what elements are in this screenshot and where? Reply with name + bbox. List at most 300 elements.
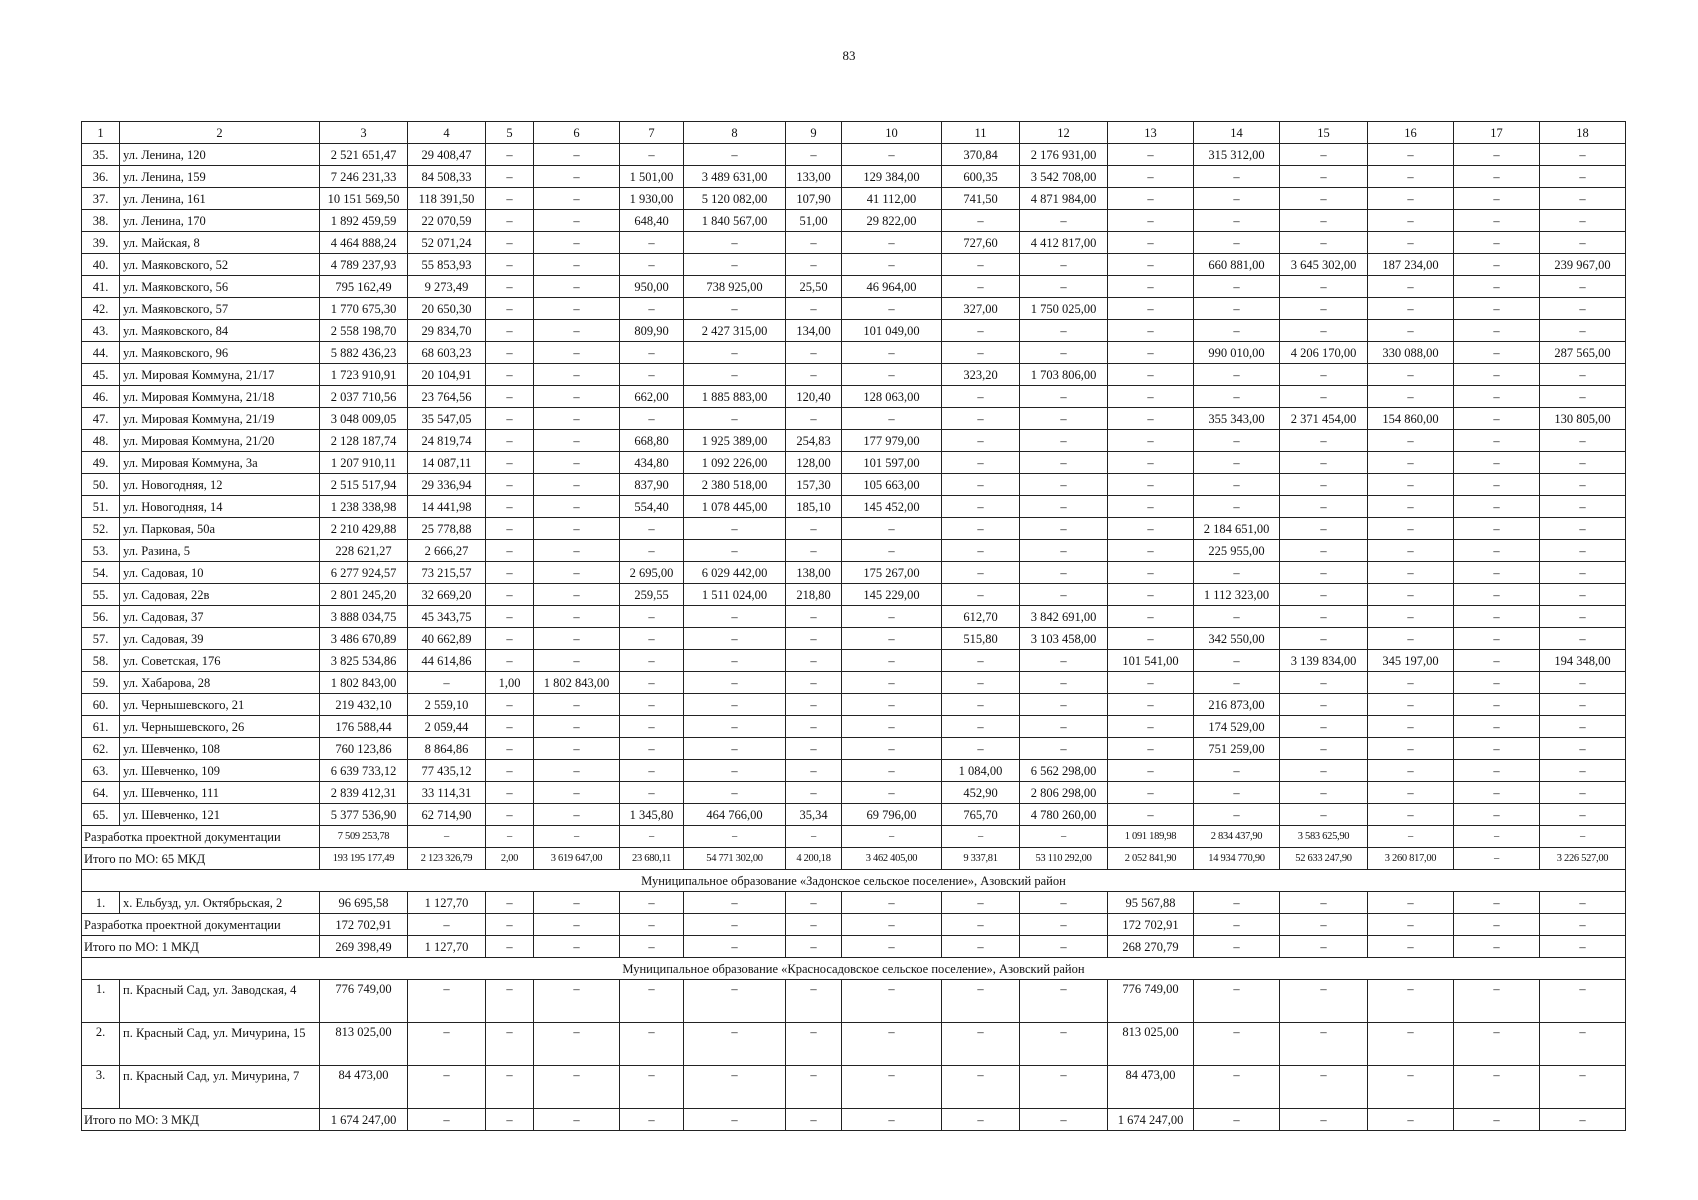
value-cell: – xyxy=(786,1023,842,1066)
value-cell: – xyxy=(1540,144,1626,166)
value-cell: 35 547,05 xyxy=(408,408,486,430)
value-cell: – xyxy=(1540,188,1626,210)
value-cell: – xyxy=(620,716,684,738)
table-row xyxy=(82,188,1626,210)
value-cell: – xyxy=(1454,782,1540,804)
address-cell: ул. Парковая, 50а xyxy=(120,518,320,540)
value-cell: 1 092 226,00 xyxy=(684,452,786,474)
value-cell: 41 112,00 xyxy=(842,188,942,210)
value-cell: – xyxy=(684,1023,786,1066)
row-number-cell: 54. xyxy=(82,562,120,584)
value-cell: 95 567,88 xyxy=(1108,892,1194,914)
value-cell: – xyxy=(1108,716,1194,738)
value-cell: – xyxy=(1020,408,1108,430)
value-cell: – xyxy=(1368,474,1454,496)
row-number-cell: 1. xyxy=(82,980,120,1023)
row-number-cell: 49. xyxy=(82,452,120,474)
value-cell: 268 270,79 xyxy=(1108,936,1194,958)
value-cell: – xyxy=(1540,804,1626,826)
value-cell: – xyxy=(842,254,942,276)
value-cell: 14 934 770,90 xyxy=(1194,848,1280,870)
row-number-cell: 50. xyxy=(82,474,120,496)
value-cell: – xyxy=(534,210,620,232)
value-cell: – xyxy=(534,430,620,452)
value-cell: – xyxy=(842,144,942,166)
value-cell: – xyxy=(942,276,1020,298)
value-cell: – xyxy=(684,826,786,848)
value-cell: – xyxy=(1280,694,1368,716)
value-cell: – xyxy=(534,694,620,716)
address-cell: ул. Чернышевского, 21 xyxy=(120,694,320,716)
value-cell: 3 486 670,89 xyxy=(320,628,408,650)
value-cell: – xyxy=(1368,1066,1454,1109)
value-cell: 101 541,00 xyxy=(1108,650,1194,672)
value-cell: – xyxy=(486,188,534,210)
value-cell: – xyxy=(1454,430,1540,452)
value-cell: 3 645 302,00 xyxy=(1280,254,1368,276)
value-cell: – xyxy=(620,650,684,672)
value-cell: 776 749,00 xyxy=(320,980,408,1023)
value-cell: 35,34 xyxy=(786,804,842,826)
value-cell: – xyxy=(1280,298,1368,320)
value-cell: – xyxy=(1280,1109,1368,1131)
value-cell: 120,40 xyxy=(786,386,842,408)
value-cell: – xyxy=(534,628,620,650)
row-number-cell: 59. xyxy=(82,672,120,694)
value-cell: – xyxy=(1368,518,1454,540)
value-cell: 813 025,00 xyxy=(320,1023,408,1066)
value-cell: – xyxy=(1368,716,1454,738)
value-cell: – xyxy=(1194,364,1280,386)
value-cell: – xyxy=(1108,562,1194,584)
row-number-cell: 42. xyxy=(82,298,120,320)
value-cell: – xyxy=(842,980,942,1023)
value-cell: 2 806 298,00 xyxy=(1020,782,1108,804)
table-row xyxy=(82,892,1626,914)
value-cell: – xyxy=(486,1023,534,1066)
value-cell: – xyxy=(1368,584,1454,606)
value-cell: – xyxy=(1540,936,1626,958)
row-number-cell: 43. xyxy=(82,320,120,342)
value-cell: 2 801 245,20 xyxy=(320,584,408,606)
table-row xyxy=(82,518,1626,540)
address-cell: ул. Маяковского, 57 xyxy=(120,298,320,320)
value-cell: – xyxy=(620,232,684,254)
total-row xyxy=(82,848,1626,870)
value-cell: – xyxy=(1280,276,1368,298)
value-cell: 2 037 710,56 xyxy=(320,386,408,408)
value-cell: – xyxy=(1020,1066,1108,1109)
value-cell: 216 873,00 xyxy=(1194,694,1280,716)
value-cell: – xyxy=(620,628,684,650)
value-cell: – xyxy=(1280,980,1368,1023)
value-cell: – xyxy=(1540,474,1626,496)
table-row xyxy=(82,804,1626,826)
value-cell: – xyxy=(620,518,684,540)
value-cell: 225 955,00 xyxy=(1194,540,1280,562)
value-cell: – xyxy=(1454,144,1540,166)
value-cell: – xyxy=(1108,672,1194,694)
value-cell: – xyxy=(1454,804,1540,826)
value-cell: 6 277 924,57 xyxy=(320,562,408,584)
value-cell: – xyxy=(534,584,620,606)
value-cell: – xyxy=(786,254,842,276)
address-cell: ул. Мировая Коммуна, 21/17 xyxy=(120,364,320,386)
value-cell: 4 200,18 xyxy=(786,848,842,870)
value-cell: 176 588,44 xyxy=(320,716,408,738)
value-cell: – xyxy=(1020,320,1108,342)
value-cell: – xyxy=(1194,936,1280,958)
address-cell: ул. Маяковского, 96 xyxy=(120,342,320,364)
value-cell: 14 087,11 xyxy=(408,452,486,474)
row-number-cell: 48. xyxy=(82,430,120,452)
value-cell: – xyxy=(486,254,534,276)
value-cell: 101 049,00 xyxy=(842,320,942,342)
value-cell: 330 088,00 xyxy=(1368,342,1454,364)
value-cell: 1 892 459,59 xyxy=(320,210,408,232)
value-cell: 1 511 024,00 xyxy=(684,584,786,606)
value-cell: – xyxy=(1194,980,1280,1023)
value-cell: – xyxy=(842,606,942,628)
row-number-cell: 40. xyxy=(82,254,120,276)
value-cell: – xyxy=(786,364,842,386)
value-cell: – xyxy=(1194,452,1280,474)
value-cell: – xyxy=(842,914,942,936)
value-cell: 29 336,94 xyxy=(408,474,486,496)
value-cell: – xyxy=(842,518,942,540)
table-row xyxy=(82,672,1626,694)
address-cell: ул. Садовая, 39 xyxy=(120,628,320,650)
value-cell: 118 391,50 xyxy=(408,188,486,210)
address-cell: п. Красный Сад, ул. Мичурина, 7 xyxy=(120,1066,320,1109)
value-cell: – xyxy=(1108,452,1194,474)
row-number-cell: 39. xyxy=(82,232,120,254)
value-cell: – xyxy=(1280,628,1368,650)
value-cell: – xyxy=(1280,518,1368,540)
table-row xyxy=(82,606,1626,628)
table-row xyxy=(82,342,1626,364)
value-cell: – xyxy=(1368,936,1454,958)
value-cell: – xyxy=(1540,496,1626,518)
value-cell: – xyxy=(786,782,842,804)
value-cell: 287 565,00 xyxy=(1540,342,1626,364)
column-number-cell: 15 xyxy=(1280,122,1368,144)
value-cell: – xyxy=(684,518,786,540)
value-cell: – xyxy=(1368,782,1454,804)
value-cell: – xyxy=(684,672,786,694)
value-cell: 4 780 260,00 xyxy=(1020,804,1108,826)
value-cell: – xyxy=(1368,980,1454,1023)
address-cell: ул. Ленина, 120 xyxy=(120,144,320,166)
address-cell: ул. Разина, 5 xyxy=(120,540,320,562)
value-cell: – xyxy=(534,782,620,804)
address-cell: ул. Новогодняя, 14 xyxy=(120,496,320,518)
value-cell: – xyxy=(534,826,620,848)
value-cell: – xyxy=(786,650,842,672)
value-cell: – xyxy=(942,408,1020,430)
value-cell: 370,84 xyxy=(942,144,1020,166)
value-cell: – xyxy=(1020,936,1108,958)
value-cell: – xyxy=(1368,188,1454,210)
value-cell: 2 839 412,31 xyxy=(320,782,408,804)
value-cell: – xyxy=(942,1023,1020,1066)
value-cell: 3 619 647,00 xyxy=(534,848,620,870)
table-row xyxy=(82,584,1626,606)
table-row xyxy=(82,496,1626,518)
value-cell: – xyxy=(486,1066,534,1109)
row-number-cell: 35. xyxy=(82,144,120,166)
value-cell: – xyxy=(486,144,534,166)
value-cell: – xyxy=(1194,188,1280,210)
value-cell: 1 885 883,00 xyxy=(684,386,786,408)
value-cell: 51,00 xyxy=(786,210,842,232)
value-cell: 2 371 454,00 xyxy=(1280,408,1368,430)
column-number-cell: 6 xyxy=(534,122,620,144)
value-cell: – xyxy=(486,452,534,474)
value-cell: 187 234,00 xyxy=(1368,254,1454,276)
row-number-cell: 37. xyxy=(82,188,120,210)
value-cell: – xyxy=(942,452,1020,474)
value-cell: 54 771 302,00 xyxy=(684,848,786,870)
value-cell: 53 110 292,00 xyxy=(1020,848,1108,870)
row-number-cell: 3. xyxy=(82,1066,120,1109)
value-cell: – xyxy=(786,298,842,320)
value-cell: 29 408,47 xyxy=(408,144,486,166)
address-cell: ул. Майская, 8 xyxy=(120,232,320,254)
value-cell: – xyxy=(486,650,534,672)
row-number-cell: 64. xyxy=(82,782,120,804)
page-number: 83 xyxy=(842,48,856,63)
value-cell: – xyxy=(1108,144,1194,166)
value-cell: – xyxy=(1454,166,1540,188)
value-cell: – xyxy=(1454,452,1540,474)
value-cell: – xyxy=(684,694,786,716)
value-cell: 741,50 xyxy=(942,188,1020,210)
value-cell: – xyxy=(1454,826,1540,848)
value-cell: – xyxy=(1540,166,1626,188)
value-cell: – xyxy=(1280,672,1368,694)
value-cell: – xyxy=(684,738,786,760)
value-cell: – xyxy=(1194,1023,1280,1066)
value-cell: 45 343,75 xyxy=(408,606,486,628)
value-cell: – xyxy=(1108,342,1194,364)
total-row-label: Итого по МО: 3 МКД xyxy=(82,1109,320,1131)
value-cell: – xyxy=(620,782,684,804)
value-cell: 464 766,00 xyxy=(684,804,786,826)
value-cell: 7 246 231,33 xyxy=(320,166,408,188)
value-cell: 134,00 xyxy=(786,320,842,342)
value-cell: 2 834 437,90 xyxy=(1194,826,1280,848)
value-cell: – xyxy=(1368,760,1454,782)
table-row xyxy=(82,452,1626,474)
value-cell: – xyxy=(1454,738,1540,760)
value-cell: – xyxy=(942,562,1020,584)
column-number-cell: 1 xyxy=(82,122,120,144)
value-cell: – xyxy=(1020,980,1108,1023)
value-cell: – xyxy=(534,980,620,1023)
value-cell: 315 312,00 xyxy=(1194,144,1280,166)
value-cell: – xyxy=(1194,760,1280,782)
value-cell: – xyxy=(942,980,1020,1023)
value-cell: – xyxy=(1368,562,1454,584)
value-cell: – xyxy=(1108,364,1194,386)
value-cell: – xyxy=(620,1023,684,1066)
total-row xyxy=(82,936,1626,958)
value-cell: – xyxy=(1368,430,1454,452)
value-cell: – xyxy=(842,650,942,672)
value-cell: – xyxy=(1020,386,1108,408)
value-cell: 107,90 xyxy=(786,188,842,210)
value-cell: – xyxy=(786,518,842,540)
value-cell: 434,80 xyxy=(620,452,684,474)
value-cell: – xyxy=(534,342,620,364)
value-cell: – xyxy=(1108,760,1194,782)
value-cell: 342 550,00 xyxy=(1194,628,1280,650)
table-row xyxy=(82,364,1626,386)
table-row xyxy=(82,386,1626,408)
value-cell: 23 764,56 xyxy=(408,386,486,408)
value-cell: – xyxy=(1020,892,1108,914)
value-cell: – xyxy=(786,1109,842,1131)
value-cell: 648,40 xyxy=(620,210,684,232)
value-cell: – xyxy=(1020,826,1108,848)
value-cell: – xyxy=(486,320,534,342)
value-cell: – xyxy=(786,892,842,914)
value-cell: 2 380 518,00 xyxy=(684,474,786,496)
value-cell: – xyxy=(1194,782,1280,804)
value-cell: – xyxy=(1454,584,1540,606)
value-cell: – xyxy=(1540,584,1626,606)
value-cell: – xyxy=(620,254,684,276)
value-cell: 809,90 xyxy=(620,320,684,342)
table-row xyxy=(82,254,1626,276)
value-cell: – xyxy=(534,1066,620,1109)
value-cell: – xyxy=(842,760,942,782)
value-cell: 1 925 389,00 xyxy=(684,430,786,452)
value-cell: – xyxy=(1454,672,1540,694)
table-row xyxy=(82,540,1626,562)
address-cell: ул. Ленина, 161 xyxy=(120,188,320,210)
value-cell: – xyxy=(620,672,684,694)
value-cell: – xyxy=(1368,540,1454,562)
value-cell: – xyxy=(1108,232,1194,254)
value-cell: 193 195 177,49 xyxy=(320,848,408,870)
value-cell: – xyxy=(842,694,942,716)
value-cell: – xyxy=(1540,298,1626,320)
table-row xyxy=(82,166,1626,188)
table-row xyxy=(82,694,1626,716)
table-row xyxy=(82,276,1626,298)
value-cell: – xyxy=(1540,386,1626,408)
value-cell: 3 888 034,75 xyxy=(320,606,408,628)
value-cell: – xyxy=(786,1066,842,1109)
value-cell: 138,00 xyxy=(786,562,842,584)
row-number-cell: 56. xyxy=(82,606,120,628)
value-cell: 105 663,00 xyxy=(842,474,942,496)
value-cell: – xyxy=(1108,606,1194,628)
value-cell: – xyxy=(1194,386,1280,408)
value-cell: 46 964,00 xyxy=(842,276,942,298)
value-cell: – xyxy=(486,782,534,804)
value-cell: 837,90 xyxy=(620,474,684,496)
value-cell: – xyxy=(620,738,684,760)
address-cell: ул. Чернышевского, 26 xyxy=(120,716,320,738)
table-row xyxy=(82,474,1626,496)
value-cell: – xyxy=(1368,694,1454,716)
value-cell: – xyxy=(620,298,684,320)
value-cell: 84 473,00 xyxy=(320,1066,408,1109)
design-docs-row xyxy=(82,914,1626,936)
value-cell: – xyxy=(1280,760,1368,782)
value-cell: – xyxy=(408,826,486,848)
value-cell: – xyxy=(1368,232,1454,254)
design-docs-row xyxy=(82,826,1626,848)
value-cell: 4 412 817,00 xyxy=(1020,232,1108,254)
value-cell: 29 834,70 xyxy=(408,320,486,342)
value-cell: – xyxy=(1194,430,1280,452)
value-cell: – xyxy=(1454,386,1540,408)
value-cell: – xyxy=(1540,540,1626,562)
column-number-cell: 5 xyxy=(486,122,534,144)
value-cell: 157,30 xyxy=(786,474,842,496)
value-cell: – xyxy=(408,980,486,1023)
value-cell: 4 464 888,24 xyxy=(320,232,408,254)
value-cell: – xyxy=(842,298,942,320)
value-cell: – xyxy=(1540,1023,1626,1066)
row-number-cell: 60. xyxy=(82,694,120,716)
value-cell: – xyxy=(1368,914,1454,936)
value-cell: – xyxy=(486,298,534,320)
value-cell: – xyxy=(1454,540,1540,562)
row-number-cell: 61. xyxy=(82,716,120,738)
value-cell: – xyxy=(1368,628,1454,650)
value-cell: – xyxy=(1368,364,1454,386)
value-cell: 1 750 025,00 xyxy=(1020,298,1108,320)
column-number-cell: 2 xyxy=(120,122,320,144)
value-cell: – xyxy=(1540,826,1626,848)
column-number-cell: 9 xyxy=(786,122,842,144)
value-cell: 2 521 651,47 xyxy=(320,144,408,166)
value-cell: – xyxy=(1540,782,1626,804)
design-docs-row-label: Разработка проектной документации xyxy=(82,826,320,848)
value-cell: – xyxy=(1280,716,1368,738)
value-cell: 14 441,98 xyxy=(408,496,486,518)
address-cell: ул. Советская, 176 xyxy=(120,650,320,672)
value-cell: – xyxy=(1280,188,1368,210)
value-cell: – xyxy=(1454,232,1540,254)
value-cell: – xyxy=(684,628,786,650)
value-cell: 154 860,00 xyxy=(1368,408,1454,430)
row-number-cell: 63. xyxy=(82,760,120,782)
value-cell: – xyxy=(786,694,842,716)
value-cell: 2 559,10 xyxy=(408,694,486,716)
value-cell: – xyxy=(942,254,1020,276)
value-cell: 3 462 405,00 xyxy=(842,848,942,870)
value-cell: 8 864,86 xyxy=(408,738,486,760)
value-cell: 73 215,57 xyxy=(408,562,486,584)
value-cell: – xyxy=(486,166,534,188)
value-cell: – xyxy=(684,254,786,276)
value-cell: – xyxy=(1540,320,1626,342)
value-cell: – xyxy=(1108,298,1194,320)
value-cell: – xyxy=(1454,518,1540,540)
value-cell: – xyxy=(1280,782,1368,804)
value-cell: – xyxy=(620,694,684,716)
municipality-section-title: Муниципальное образование «Задонское сельское поселение», Азовский район xyxy=(82,870,1626,892)
value-cell: – xyxy=(1454,848,1540,870)
value-cell: – xyxy=(620,408,684,430)
value-cell: 6 639 733,12 xyxy=(320,760,408,782)
